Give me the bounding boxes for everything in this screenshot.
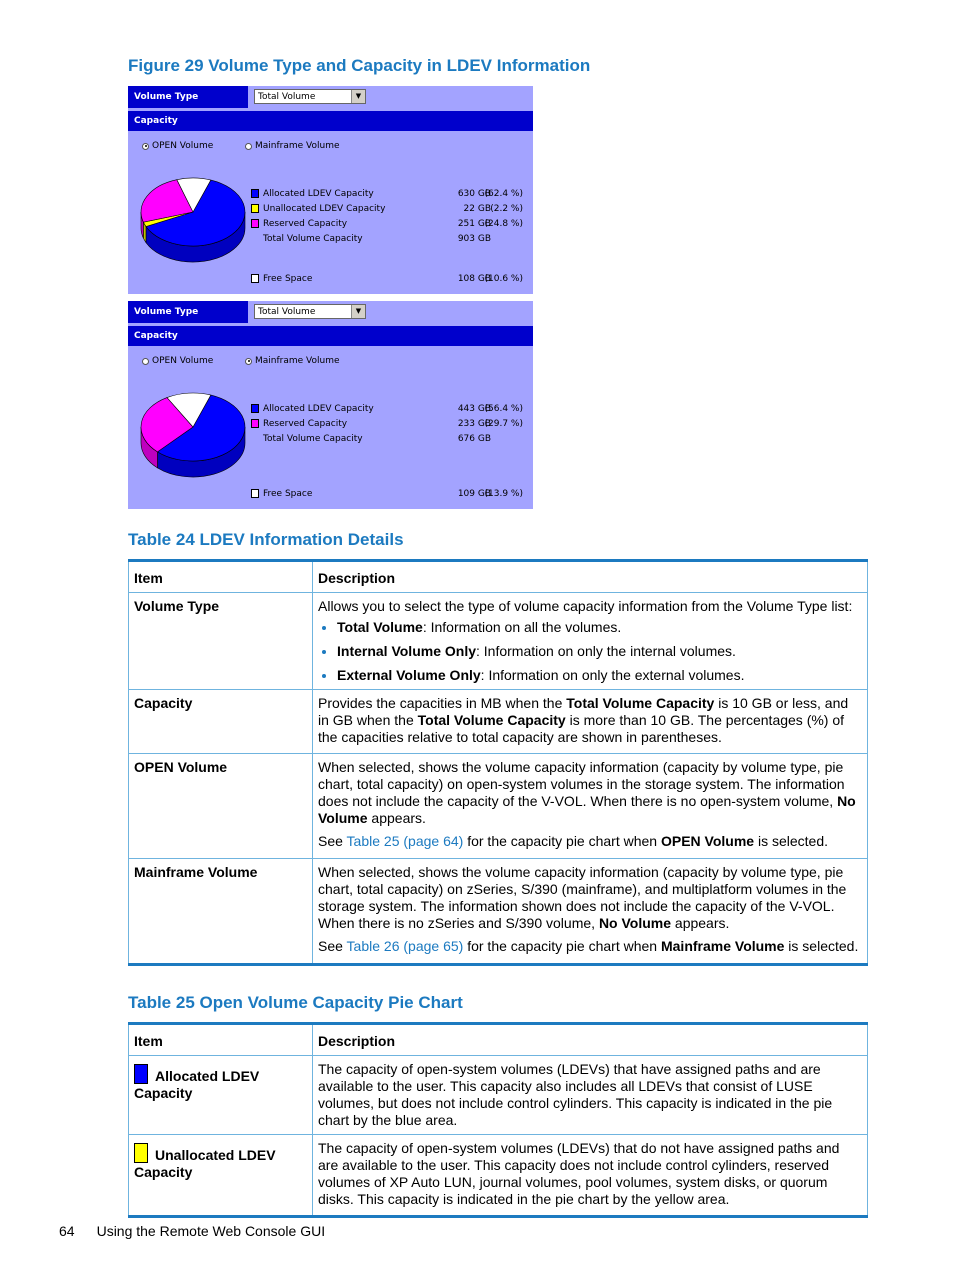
dropdown-arrow-icon[interactable]: ▼ <box>351 305 365 318</box>
table-25-caption: Table 25 Open Volume Capacity Pie Chart <box>128 993 463 1012</box>
table-row <box>129 690 868 754</box>
page-number: 64 <box>59 1223 75 1239</box>
row-item: Capacity <box>129 690 313 754</box>
table-row <box>129 1135 868 1217</box>
row-description: When selected, shows the volume capacity information (capacity by volume type, pie chart, total capacity) on zSeries, S/390 (mainframe), and multiplatform volumes in the storage system. The information shown does not include the capacity of the V-VOL. When there is no zSeries and S/390 volume, No Volume appears. See Table 26 (page 65) for the capacity pie chart when Mainframe Volume is selected. <box>313 859 868 965</box>
row-item: Unallocated LDEV Capacity <box>129 1135 313 1217</box>
legend-swatch <box>251 204 259 213</box>
yellow-legend-icon <box>134 1143 148 1163</box>
table-24-caption: Table 24 LDEV Information Details <box>128 530 404 549</box>
volume-type-select-value: Total Volume <box>258 307 316 317</box>
table-row <box>129 754 868 859</box>
column-header-item: Item <box>129 1024 313 1056</box>
list-item: • Total Volume: Information on all the volumes. <box>337 619 862 636</box>
legend-row: Allocated LDEV Capacity 443 GB (56.4 %) <box>251 403 523 415</box>
table-row <box>129 859 868 965</box>
table-row <box>129 593 868 690</box>
table-25-link[interactable]: Table 25 (page 64) <box>346 833 464 849</box>
volume-type-select[interactable] <box>254 304 366 319</box>
open-volume-radio[interactable]: OPEN Volume <box>142 141 213 151</box>
open-volume-capacity-table <box>128 1022 868 1218</box>
list-item: • External Volume Only: Information on only the external volumes. <box>337 667 862 684</box>
legend-row: Allocated LDEV Capacity 630 GB (62.4 %) <box>251 188 523 200</box>
row-description: Allows you to select the type of volume capacity information from the Volume Type list: • Total Volume: Information on all the volumes. • Internal Volume Only: Information on only the internal volumes. • External Volume Only: Information on only the external volumes. <box>313 593 868 690</box>
ldev-information-details-table <box>128 559 868 966</box>
column-header-item: Item <box>129 561 313 593</box>
row-item: Allocated LDEV Capacity <box>129 1056 313 1135</box>
legend-swatch <box>251 274 259 283</box>
legend-swatch <box>251 189 259 198</box>
row-description: The capacity of open-system volumes (LDEVs) that have assigned paths and are available to the user. This capacity also includes all LDEVs that consist of LUSE volumes, but does not include control cylinders. This capacity is indicated in the pie chart by the blue area. <box>313 1056 868 1135</box>
list-item: • Internal Volume Only: Information on only the internal volumes. <box>337 643 862 660</box>
legend-swatch <box>251 419 259 428</box>
capacity-pie-chart <box>138 174 248 268</box>
mainframe-volume-radio[interactable]: Mainframe Volume <box>245 356 340 366</box>
radio-unselected-icon[interactable] <box>142 358 149 365</box>
radio-unselected-icon[interactable] <box>245 143 252 150</box>
table-row <box>129 1056 868 1135</box>
blue-legend-icon <box>134 1064 148 1084</box>
legend-row-total: Total Volume Capacity 903 GB <box>263 234 491 244</box>
legend-row-total: Total Volume Capacity 676 GB <box>263 434 491 444</box>
figure-caption: Figure 29 Volume Type and Capacity in LDEV Information <box>128 56 591 75</box>
radio-selected-icon[interactable] <box>245 358 252 365</box>
open-volume-radio[interactable]: OPEN Volume <box>142 356 213 366</box>
capacity-pie-chart <box>138 389 248 483</box>
row-description: Provides the capacities in MB when the Total Volume Capacity is 10 GB or less, and in GB when the Total Volume Capacity is more than 10 GB. The percentages (%) of the capacities relative to total capacity are shown in parentheses. <box>313 690 868 754</box>
column-header-description: Description <box>313 561 868 593</box>
row-description: The capacity of open-system volumes (LDEVs) that do not have assigned paths and are available to the user. This capacity does not include control cylinders, reserved volumes of XP Auto LUN, journal volumes, pool volumes, system disks, or quorum disks. This capacity is indicated in the pie chart by the yellow area. <box>313 1135 868 1217</box>
legend-row: Unallocated LDEV Capacity 22 GB (2.2 %) <box>251 203 523 215</box>
row-description: When selected, shows the volume capacity information (capacity by volume type, pie chart, total capacity) on open-system volumes in the storage system. The information does not include the capacity of the V-VOL. When there is no open-system volume, No Volume appears. See Table 25 (page 64) for the capacity pie chart when OPEN Volume is selected. <box>313 754 868 859</box>
ldev-capacity-panel-mainframe <box>128 301 533 509</box>
capacity-label: Capacity <box>128 326 533 346</box>
row-item: OPEN Volume <box>129 754 313 859</box>
legend-row-free-space: Free Space 109 GB (13.9 %) <box>251 488 523 500</box>
volume-type-label: Volume Type <box>128 86 248 108</box>
legend-row: Reserved Capacity 233 GB (29.7 %) <box>251 418 523 430</box>
volume-type-select[interactable] <box>254 89 366 104</box>
page-footer <box>59 1223 347 1239</box>
dropdown-arrow-icon[interactable]: ▼ <box>351 90 365 103</box>
legend-swatch <box>251 219 259 228</box>
legend-row-free-space: Free Space 108 GB (10.6 %) <box>251 273 523 285</box>
volume-type-label: Volume Type <box>128 301 248 323</box>
capacity-label: Capacity <box>128 111 533 131</box>
radio-selected-icon[interactable] <box>142 143 149 150</box>
footer-title: Using the Remote Web Console GUI <box>96 1223 326 1239</box>
volume-type-select-value: Total Volume <box>258 92 316 102</box>
column-header-description: Description <box>313 1024 868 1056</box>
mainframe-volume-radio[interactable]: Mainframe Volume <box>245 141 340 151</box>
table-26-link[interactable]: Table 26 (page 65) <box>346 938 464 954</box>
legend-swatch <box>251 489 259 498</box>
legend-swatch <box>251 404 259 413</box>
row-item: Volume Type <box>129 593 313 690</box>
legend-row: Reserved Capacity 251 GB (24.8 %) <box>251 218 523 230</box>
row-item: Mainframe Volume <box>129 859 313 965</box>
volume-type-list <box>318 619 862 684</box>
ldev-capacity-panel-open <box>128 86 533 294</box>
